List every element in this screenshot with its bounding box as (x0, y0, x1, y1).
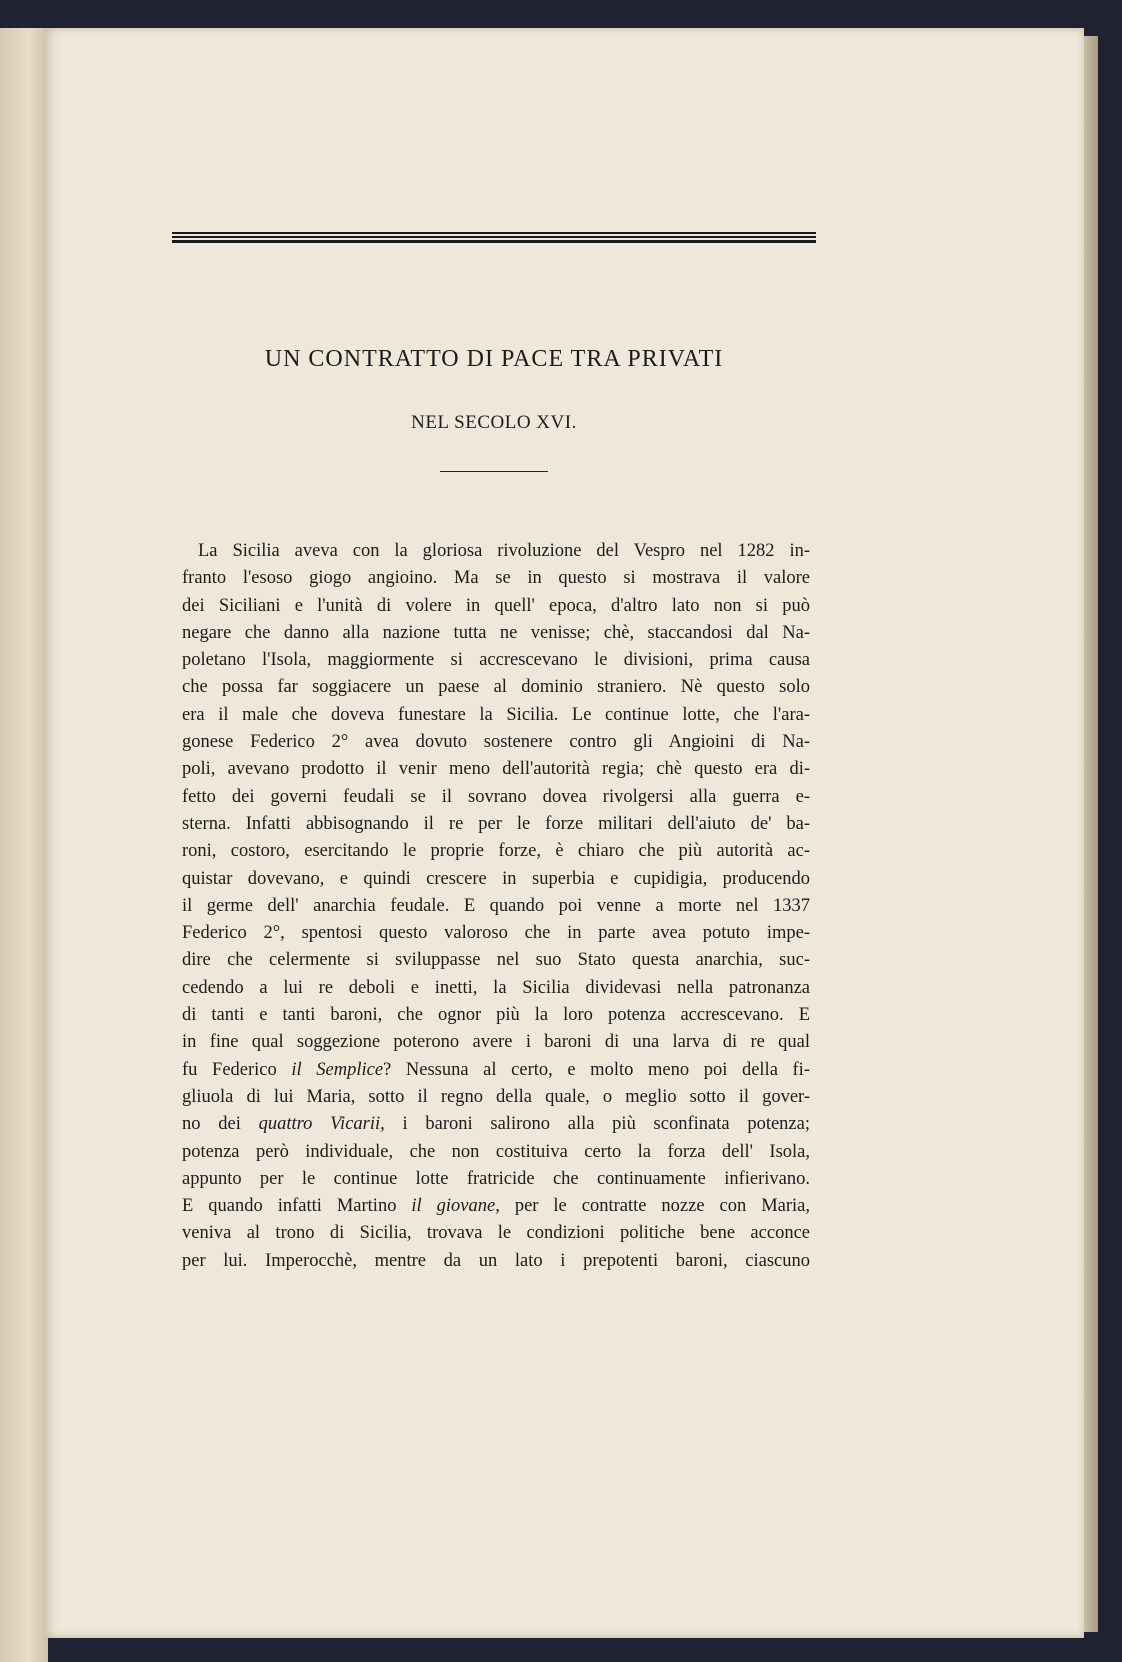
body-text-segment: sterna. Infatti abbisognando il re per le forze militari dell'aiuto de' ba- (182, 813, 810, 834)
body-line (182, 593, 810, 620)
body-line (182, 1139, 810, 1166)
body-text-segment: per le contratte nozze con Maria, (499, 1196, 810, 1217)
body-line (182, 784, 810, 811)
body-line (182, 1084, 810, 1111)
body-text-segment: era il male che doveva funestare la Sicilia. Le continue lotte, che l'ara- (182, 704, 810, 725)
body-text-segment: roni, costoro, esercitando le proprie forze, è chiaro che più autorità ac- (182, 841, 810, 862)
body-line (182, 1248, 810, 1275)
body-line (182, 975, 810, 1002)
body-italic-text: quattro Vicarii, (258, 1114, 385, 1135)
body-text-segment: gliuola di lui Maria, sotto il regno della quale, o meglio sotto il gover- (182, 1086, 810, 1107)
body-text-segment: fu Federico (182, 1059, 292, 1080)
body-text-segment: La Sicilia aveva con la gloriosa rivoluzione del Vespro nel 1282 in- (198, 541, 810, 561)
body-line (182, 702, 810, 729)
body-text-segment: veniva al trono di Sicilia, trovava le condizioni politiche bene acconce (182, 1223, 810, 1244)
body-line (182, 920, 810, 947)
body-line (182, 729, 810, 756)
article-title: UN CONTRATTO DI PACE TRA PRIVATI (264, 346, 724, 372)
body-text-segment: no dei (182, 1114, 259, 1135)
body-text-segment: dei Siciliani e l'unità di volere in quell' epoca, d'altro lato non si può (182, 595, 810, 616)
article-subtitle: NEL SECOLO XVI. (411, 412, 577, 433)
body-line (182, 565, 810, 592)
body-text-segment: potenza però individuale, che non costituiva certo la forza dell' Isola, (182, 1141, 810, 1162)
body-line (182, 1220, 810, 1247)
body-text-segment: appunto per le continue lotte fratricide che continuamente infierivano. (182, 1168, 810, 1189)
body-line (182, 674, 810, 701)
body-text-segment: che possa far soggiacere un paese al dominio straniero. Nè questo solo (182, 677, 810, 698)
body-line (182, 647, 810, 674)
body-text-segment: ? Nessuna al certo, e molto meno poi della fi- (383, 1059, 810, 1080)
body-text-segment: cedendo a lui re deboli e inetti, la Sicilia dividevasi nella patronanza (182, 977, 810, 998)
body-text-segment: negare che danno alla nazione tutta ne venisse; chè, staccandosi dal Na- (182, 622, 810, 643)
body-text-segment: per lui. Imperocchè, mentre da un lato i prepotenti baroni, ciascuno (182, 1250, 810, 1271)
body-line (182, 1193, 810, 1220)
body-italic-text: il Semplice (291, 1059, 384, 1080)
body-text-segment: franto l'esoso giogo angioino. Ma se in questo si mostrava il valore (182, 568, 810, 589)
body-line (182, 1166, 810, 1193)
body-text-segment: di tanti e tanti baroni, che ognor più la loro potenza accrescevano. E (182, 1005, 810, 1026)
body-line (182, 893, 810, 920)
body-line (182, 1002, 810, 1029)
body-text-segment: E quando infatti Martino (182, 1196, 412, 1217)
body-line (182, 1111, 810, 1138)
body-line (182, 1029, 810, 1056)
body-line (182, 947, 810, 974)
body-text-segment: in fine qual soggezione poterono avere i baroni di una larva di re qual (182, 1032, 810, 1053)
body-line (182, 866, 810, 893)
body-text-segment: gonese Federico 2° avea dovuto sostenere contro gli Angioini di Na- (182, 732, 810, 753)
body-italic-text: il giovane, (411, 1196, 500, 1217)
body-line (182, 838, 810, 865)
article-body (182, 538, 810, 1275)
header-rule (172, 232, 816, 243)
body-line (182, 811, 810, 838)
body-line (182, 620, 810, 647)
body-text-segment: Federico 2°, spentosi questo valoroso che in parte avea potuto impe- (182, 923, 810, 944)
left-page-edge (0, 28, 48, 1662)
body-line (182, 538, 810, 565)
page-right-edge (1084, 36, 1098, 1632)
body-text-segment: quistar dovevano, e quindi crescere in superbia e cupidigia, producendo (182, 868, 810, 889)
body-line (182, 1057, 810, 1084)
body-text-segment: dire che celermente si sviluppasse nel suo Stato questa anarchia, suc- (182, 950, 810, 971)
title-divider (440, 471, 548, 472)
body-text-segment: poletano l'Isola, maggiormente si accrescevano le divisioni, prima causa (182, 650, 810, 671)
body-line (182, 756, 810, 783)
body-text-segment: i baroni salirono alla più sconfinata potenza; (384, 1114, 810, 1135)
body-text-segment: il germe dell' anarchia feudale. E quando poi venne a morte nel 1337 (182, 895, 810, 916)
body-text-segment: poli, avevano prodotto il venir meno dell'autorità regia; chè questo era di- (182, 759, 810, 780)
body-text-segment: fetto dei governi feudali se il sovrano dovea rivolgersi alla guerra e- (182, 786, 810, 807)
